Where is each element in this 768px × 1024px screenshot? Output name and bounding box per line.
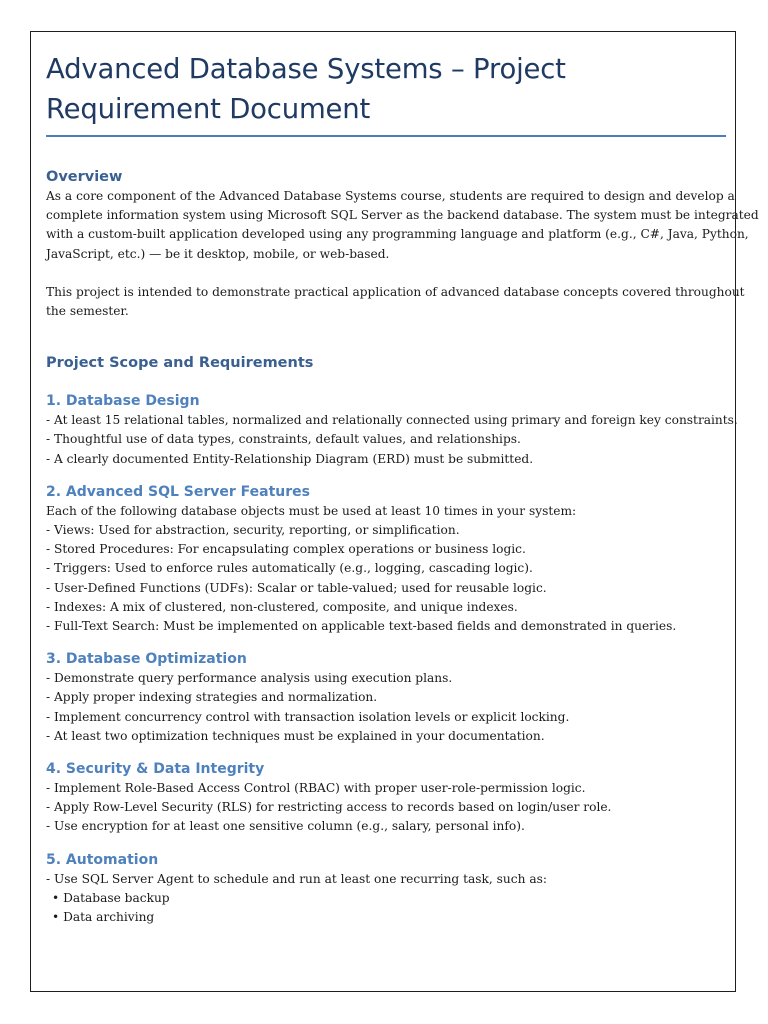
- overview-paragraph-1-line: JavaScript, etc.) — be it desktop, mobile, or web-based.: [46, 246, 390, 261]
- section-body-database-design: [46, 411, 738, 469]
- section-body-automation: [46, 870, 726, 928]
- document-content: [46, 32, 759, 927]
- section-body-advanced-sql-features: [46, 502, 726, 636]
- section-line: - Apply proper indexing strategies and normalization.: [46, 690, 378, 705]
- section-heading-automation: 5. Automation: [46, 851, 159, 868]
- section-line: - Triggers: Used to enforce rules automatically (e.g., logging, cascading logic).: [46, 561, 533, 576]
- section-body-database-optimization: [46, 669, 726, 746]
- section-line: - User-Defined Functions (UDFs): Scalar or table-valued; used for reusable logic.: [46, 580, 547, 595]
- overview-paragraph-1: [46, 187, 759, 264]
- section-line: - At least 15 relational tables, normalized and relationally connected using primary and foreign key constraints.: [46, 413, 738, 428]
- section-line: - Views: Used for abstraction, security, reporting, or simplification.: [46, 523, 460, 538]
- overview-paragraph-2: [46, 283, 745, 321]
- overview-paragraph-1-line: complete information system using Microsoft SQL Server as the backend database. The system must be integrated: [46, 208, 759, 223]
- section-line: - At least two optimization techniques must be explained in your documentation.: [46, 728, 545, 743]
- section-heading-database-design: 1. Database Design: [46, 393, 200, 410]
- scope-heading: Project Scope and Requirements: [46, 355, 314, 372]
- section-line: - Thoughtful use of data types, constraints, default values, and relationships.: [46, 432, 521, 447]
- section-sub-line: • Database backup: [52, 890, 170, 905]
- section-line: - Use encryption for at least one sensitive column (e.g., salary, personal info).: [46, 819, 525, 834]
- document-title-line-2: Requirement Document: [46, 93, 371, 125]
- section-sub-line: • Data archiving: [52, 910, 155, 925]
- document-title: [46, 49, 726, 137]
- section-heading-advanced-sql-features: 2. Advanced SQL Server Features: [46, 483, 311, 500]
- section-line: - Full-Text Search: Must be implemented on applicable text-based fields and demonstrated in queries.: [46, 619, 677, 634]
- overview-paragraph-2-line: This project is intended to demonstrate practical application of advanced database concepts covered throughout: [46, 284, 745, 299]
- section-line: - A clearly documented Entity-Relationship Diagram (ERD) must be submitted.: [46, 451, 534, 466]
- section-line: - Indexes: A mix of clustered, non-clustered, composite, and unique indexes.: [46, 599, 518, 614]
- overview-paragraph-2-line: the semester.: [46, 304, 129, 319]
- section-line: - Implement Role-Based Access Control (RBAC) with proper user-role-permission logic.: [46, 781, 586, 796]
- overview-heading: Overview: [46, 169, 123, 185]
- overview-paragraph-1-line: As a core component of the Advanced Database Systems course, students are required to design and develop a: [46, 189, 735, 203]
- section-heading-database-optimization: 3. Database Optimization: [46, 651, 247, 668]
- section-line: - Implement concurrency control with transaction isolation levels or explicit locking.: [46, 709, 570, 724]
- section-body-security-data-integrity: [46, 779, 726, 837]
- document-title-line-1: Advanced Database Systems – Project: [46, 53, 566, 85]
- section-line: - Use SQL Server Agent to schedule and run at least one recurring task, such as:: [46, 871, 547, 886]
- document-page: [30, 31, 759, 992]
- section-line: - Apply Row-Level Security (RLS) for restricting access to records based on login/user role.: [46, 800, 612, 815]
- section-line: Each of the following database objects must be used at least 10 times in your system:: [46, 503, 577, 518]
- section-line: - Demonstrate query performance analysis using execution plans.: [46, 671, 453, 686]
- section-line: - Stored Procedures: For encapsulating complex operations or business logic.: [46, 542, 526, 557]
- overview-paragraph-1-line: with a custom-built application developed using any programming language and platform (e.g., C#, Java, Python,: [46, 227, 749, 242]
- section-heading-security-data-integrity: 4. Security & Data Integrity: [46, 761, 265, 778]
